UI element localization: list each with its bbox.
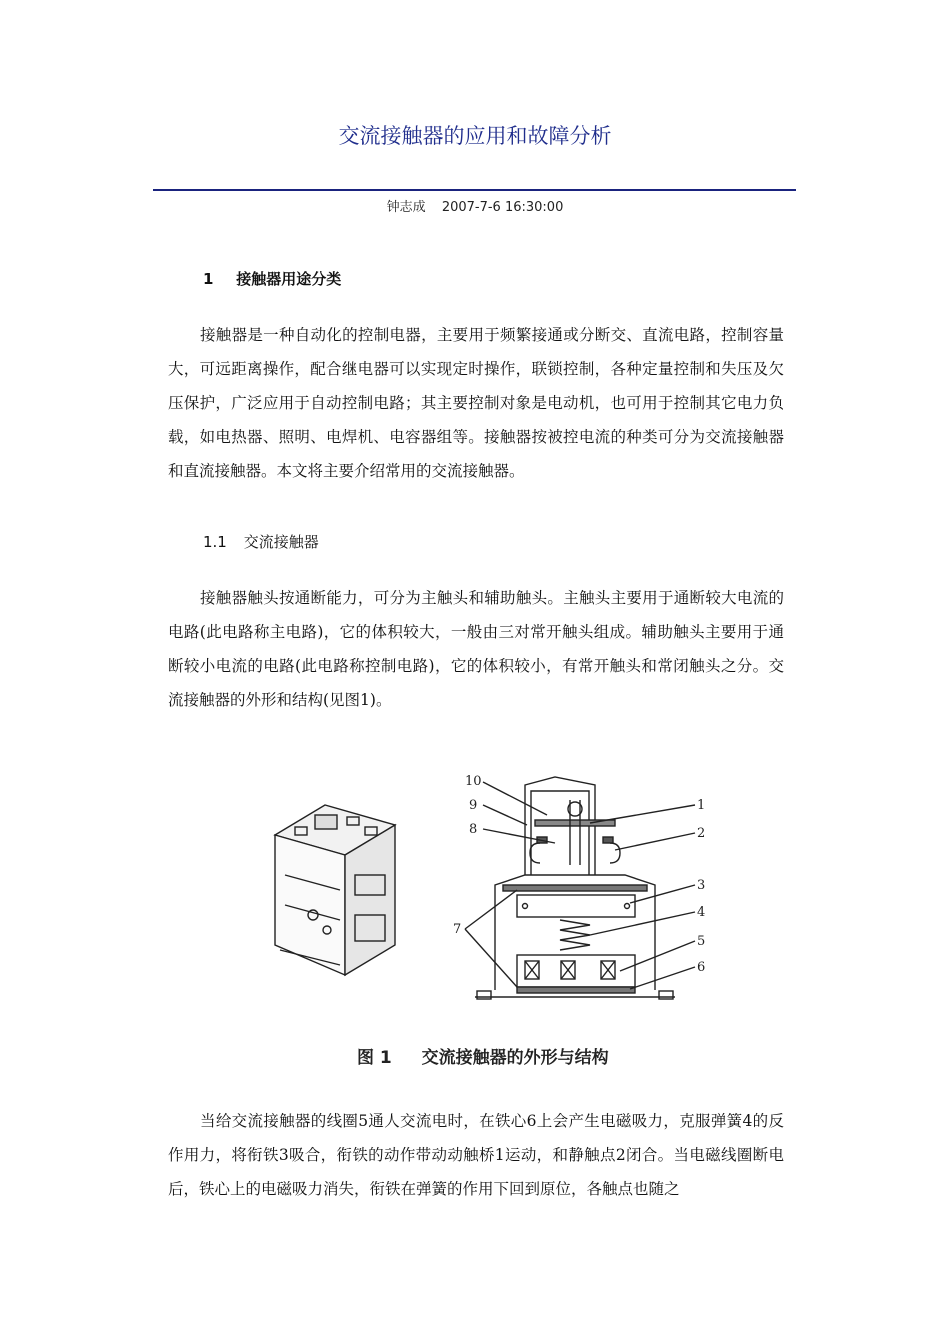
subsection-number: 1.1: [203, 533, 227, 551]
callout-4: 4: [697, 905, 705, 920]
figure-caption: [357, 1043, 609, 1068]
title-divider: [153, 189, 796, 191]
contactor-figure: [255, 765, 705, 1075]
callout-2: 2: [697, 826, 705, 841]
section-heading-1: [203, 268, 341, 289]
callout-10: 10: [465, 774, 482, 789]
figure-number: 图 1: [357, 1048, 392, 1068]
paragraph-operation: 当给交流接触器的线圈5通人交流电时，在铁心6上会产生电磁吸力，克服弹簧4的反作用力，将衔铁3吸合，衔铁的动作带动动触桥1运动，和静触点2闭合。当电磁线圈断电后，铁心上的电磁吸力消失，衔铁在弹簧的作用下回到原位，各触点也随之: [168, 1112, 784, 1198]
section-heading-1-1: [203, 531, 319, 552]
section-title: 接触器用途分类: [236, 270, 342, 288]
byline: [0, 196, 950, 215]
contactor-section-view: [465, 777, 695, 999]
article-title: 交流接触器的应用和故障分析: [338, 124, 612, 148]
publish-datetime: 2007-7-6 16:30:00: [441, 200, 564, 215]
contactor-external-view: [275, 805, 395, 975]
callout-5: 5: [697, 934, 705, 949]
paragraph-contacts: 接触器触头按通断能力，可分为主触头和辅助触头。主触头主要用于通断较大电流的电路(此电路称主电路)，它的体积较大，一般由三对常开触头组成。辅助触头主要用于通断较小电流的电路(此电路称控制电路)，它的体积较小，有常开触头和常闭触头之分。交流接触器的外形和结构(见图1)。: [168, 589, 784, 709]
figure-caption-text: 交流接触器的外形与结构: [421, 1048, 609, 1068]
callout-3: 3: [697, 878, 705, 893]
author: 钟志成: [386, 200, 426, 215]
paragraph-usage: 接触器是一种自动化的控制电器，主要用于频繁接通或分断交、直流电路，控制容量大，可远距离操作，配合继电器可以实现定时操作，联锁控制，各种定量控制和失压及欠压保护，广泛应用于自动控制电路；其主要控制对象是电动机，也可用于控制其它电力负载，如电热器、照明、电焊机、电容器组等。接触器按被控电流的种类可分为交流接触器和直流接触器。本文将主要介绍常用的交流接触器。: [168, 326, 784, 480]
section-number: 1: [203, 270, 214, 288]
callout-9: 9: [469, 798, 478, 813]
callout-1: 1: [697, 798, 705, 813]
callout-7: 7: [453, 922, 462, 937]
callout-6: 6: [697, 960, 705, 975]
subsection-title: 交流接触器: [243, 533, 319, 551]
callout-8: 8: [469, 822, 478, 837]
